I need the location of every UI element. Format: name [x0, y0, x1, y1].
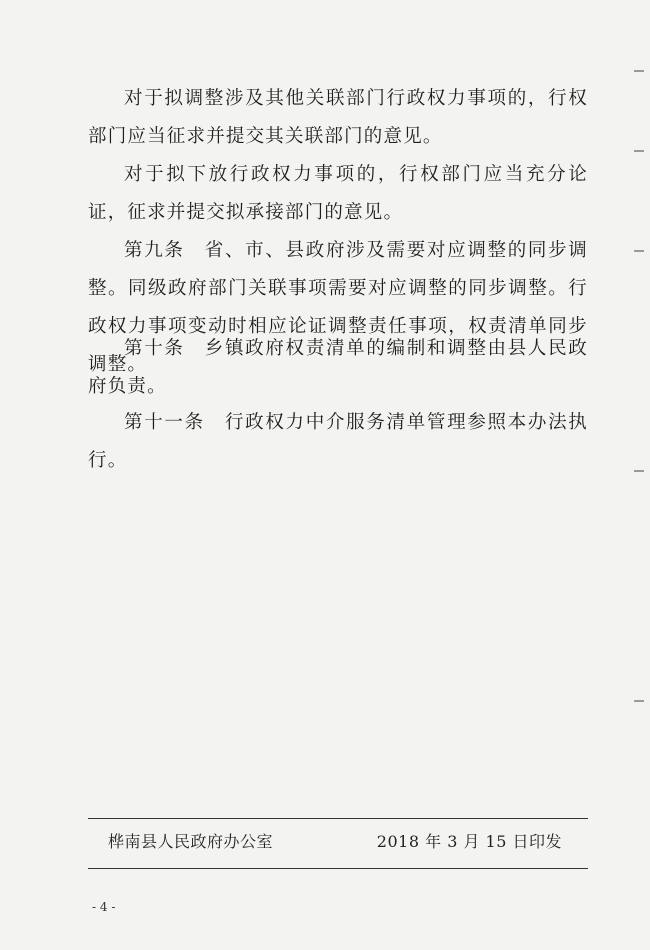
scan-edge-mark [634, 150, 644, 152]
footer-date: 2018 年 3 月 15 日印发 [376, 832, 562, 851]
scan-edge-mark [634, 470, 644, 472]
footer-top-rule [88, 818, 588, 819]
scan-edge-mark [634, 700, 644, 702]
page-number: - 4 - [92, 900, 116, 914]
scan-edge-mark [634, 70, 644, 72]
footer-issuer: 桦南县人民政府办公室 [108, 832, 274, 851]
paragraph-delegation: 对于拟下放行政权力事项的，行权部门应当充分论证，征求并提交拟承接部门的意见。 [88, 164, 588, 223]
paragraph-article-9: 第九条 省、市、县政府涉及需要对应调整的同步调整。同级政府部门关联事项需要对应调整的同步调整。行政权力事项变动时相应论证调整责任事项，权责清单同步调整。 [88, 240, 588, 375]
scan-edge-mark [634, 250, 644, 252]
paragraph-article-10: 第十条 乡镇政府权责清单的编制和调整由县人民政府负责。 [88, 338, 588, 397]
paragraph-article-11: 第十一条 行政权力中介服务清单管理参照本办法执行。 [88, 412, 588, 471]
paragraph-related-departments: 对于拟调整涉及其他关联部门行政权力事项的，行权部门应当征求并提交其关联部门的意见。 [88, 88, 588, 147]
footer-bottom-rule [88, 868, 588, 869]
